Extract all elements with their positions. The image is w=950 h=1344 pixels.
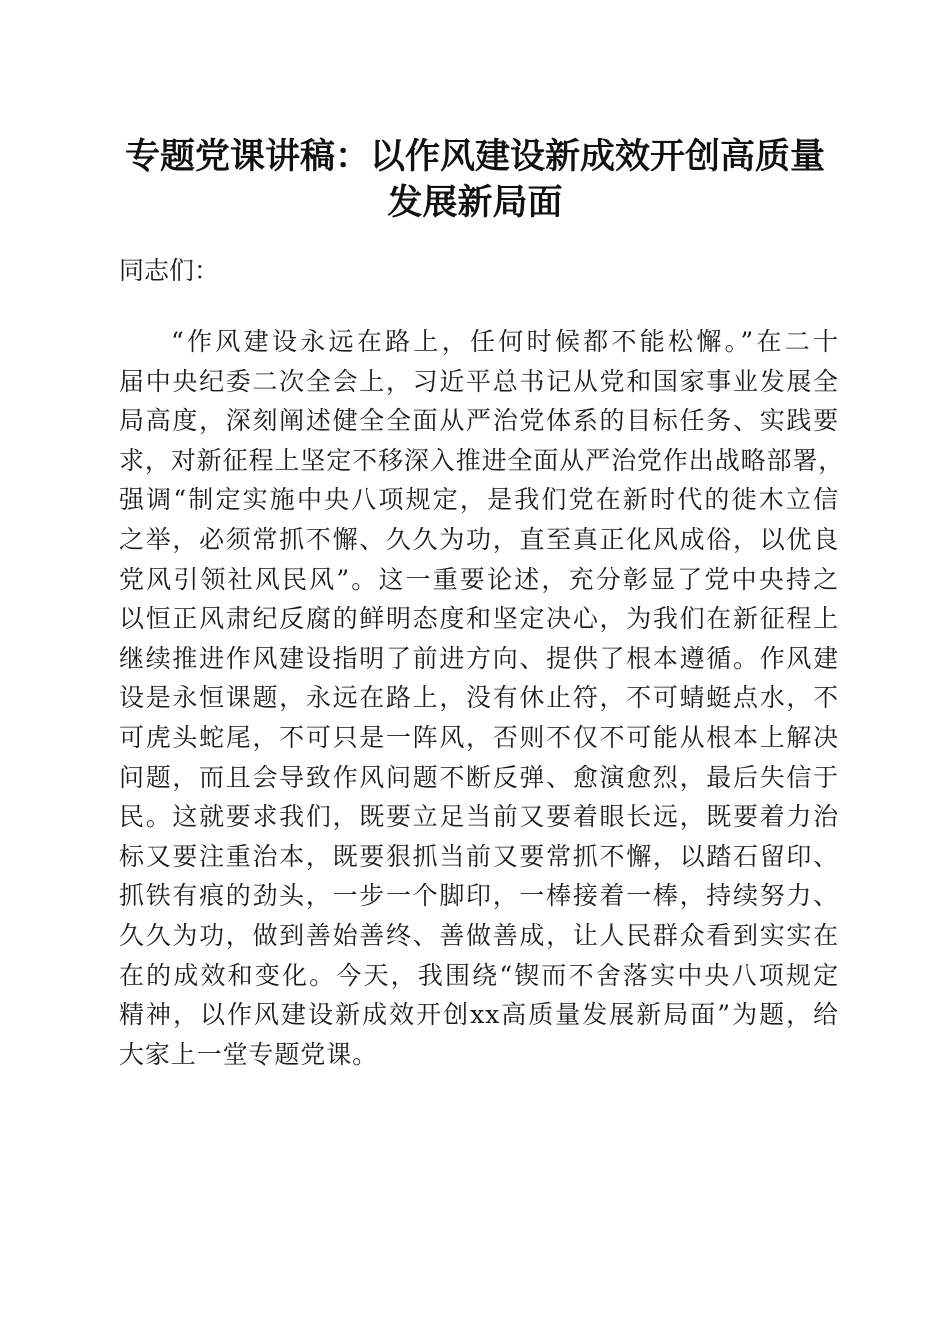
text-line: 问题，而且会导致作风问题不断反弹、愈演愈烈，最后失信于 [119, 762, 839, 792]
body-paragraph [119, 322, 845, 1074]
title-line-1: 专题党课讲稿：以作风建设新成效开创高质量 [124, 136, 825, 177]
text-line: 民。这就要求我们，既要立足当前又要着眼长远，既要着力治 [119, 802, 839, 832]
text-line: 届中央纪委二次全会上，习近平总书记从党和国家事业发展全 [119, 366, 839, 396]
text-line: 以恒正风肃纪反腐的鲜明态度和坚定决心，为我们在新征程上 [119, 604, 839, 634]
text-line: 继续推进作风建设指明了前进方向、提供了根本遵循。作风建 [119, 643, 839, 673]
title-line-2: 发展新局面 [387, 182, 563, 223]
text-line: 久久为功，做到善始善终、善做善成，让人民群众看到实实在 [119, 920, 839, 950]
text-line: 标又要注重治本，既要狠抓当前又要常抓不懈，以踏石留印、 [119, 841, 839, 871]
text-line: 局高度，深刻阐述健全全面从严治党体系的目标任务、实践要 [119, 406, 839, 436]
text-line: 强调“制定实施中央八项规定，是我们党在新时代的徙木立信 [119, 485, 839, 515]
text-line: 求，对新征程上坚定不移深入推进全面从严治党作出战略部署， [119, 445, 845, 475]
text-line: 大家上一堂专题党课。 [119, 1039, 379, 1069]
text-line: 在的成效和变化。今天，我围绕“锲而不舍落实中央八项规定 [119, 960, 839, 990]
text-line: 之举，必须常抓不懈、久久为功，直至真正化风成俗，以优良 [119, 524, 839, 554]
text-line: 党风引领社风民风”。这一重要论述，充分彰显了党中央持之 [119, 564, 839, 594]
text-line: 抓铁有痕的劲头，一步一个脚印，一棒接着一棒，持续努力、 [119, 881, 839, 911]
text-line: 设是永恒课题，永远在路上，没有休止符，不可蜻蜓点水，不 [119, 683, 839, 713]
document-title [110, 134, 840, 226]
text-line: 精神，以作风建设新成效开创xx高质量发展新局面”为题，给 [119, 1000, 839, 1030]
text-line: “作风建设永远在路上，任何时候都不能松懈。”在二十 [171, 327, 839, 356]
salutation: 同志们： [119, 256, 220, 285]
text-line: 可虎头蛇尾，不可只是一阵风，否则不仅不可能从根本上解决 [119, 722, 839, 752]
